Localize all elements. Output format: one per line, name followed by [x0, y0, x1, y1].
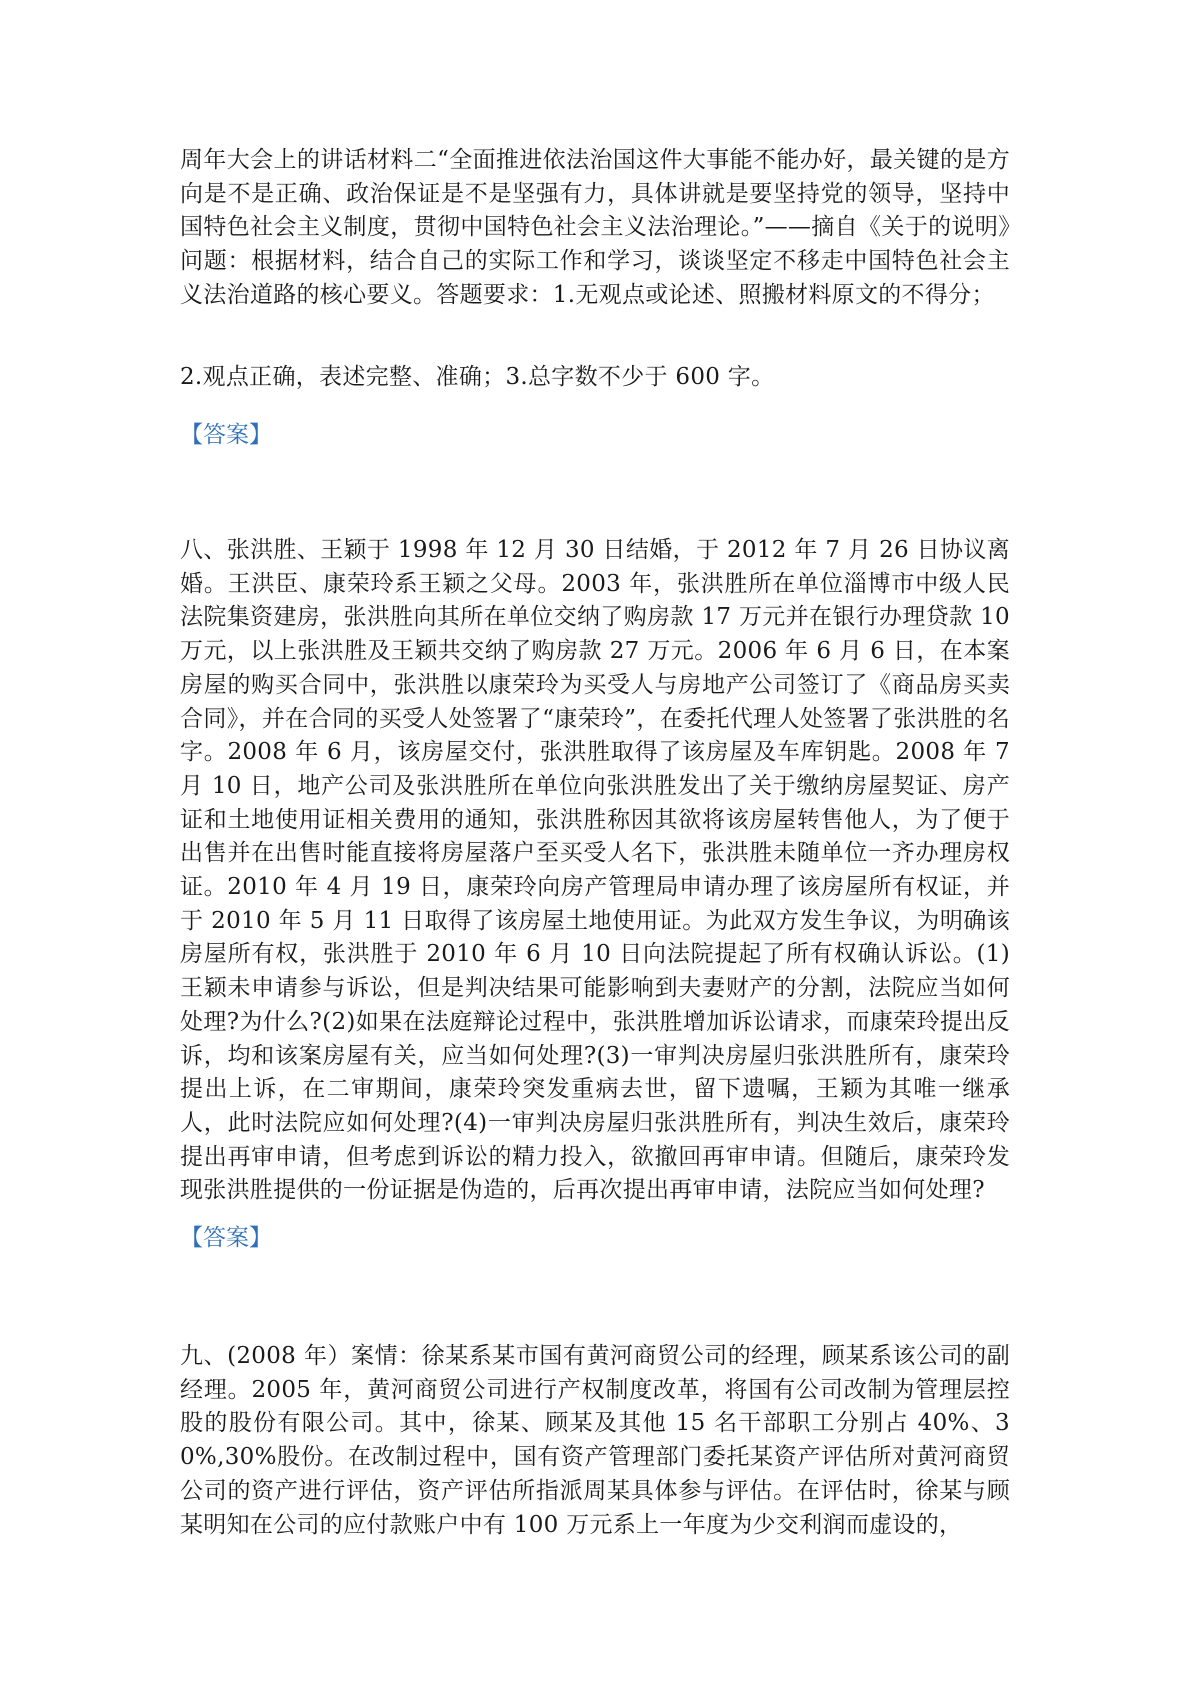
paragraph-question-8: 八、张洪胜、王颖于 1998 年 12 月 30 日结婚，于 2012 年 7 月 26 日协议离婚。王洪臣、康荣玲系王颖之父母。2003 年，张洪胜所在单位淄博市中级人民法院集资建房，张洪胜向其所在单位交纳了购房款 17 万元并在银行办理贷款 10 万元，以上张洪胜及王颖共交纳了购房款 27 万元。2006 年 6 月 6 日，在本案房屋的购买合同中，张洪胜以康荣玲为买受人与房地产公司签订了《商品房买卖合同》，并在合同的买受人处签署了“康荣玲”，在委托代理人处签署了张洪胜的名字。2008 年 6 月，该房屋交付，张洪胜取得了该房屋及车库钥匙。2008 年 7 月 10 日，地产公司及张洪胜所在单位向张洪胜发出了关于缴纳房屋契证、房产证和土地使用证相关费用的通知，张洪胜称因其欲将该房屋转售他人，为了便于出售并在出售时能直接将房屋落户至买受人名下，张洪胜未随单位一齐办理房权证。2010 年 4 月 19 日，康荣玲向房产管理局申请办理了该房屋所有权证，并于 2010 年 5 月 11 日取得了该房屋土地使用证。为此双方发生争议，为明确该房屋所有权，张洪胜于 2010 年 6 月 10 日向法院提起了所有权确认诉讼。(1)王颖未申请参与诉讼，但是判决结果可能影响到夫妻财产的分割，法院应当如何处理?为什么?(2)如果在法庭辩论过程中，张洪胜增加诉讼请求，而康荣玲提出反诉，均和该案房屋有关，应当如何处理?(3)一审判决房屋归张洪胜所有，康荣玲提出上诉，在二审期间，康荣玲突发重病去世，留下遗嘱，王颖为其唯一继承人，此时法院应如何处理?(4)一审判决房屋归张洪胜所有，判决生效后，康荣玲提出再审申请，但考虑到诉讼的精力投入，欲撤回再审申请。但随后，康荣玲发现张洪胜提供的一份证据是伪造的，后再次提出再审申请，法院应当如何处理? — [180, 537, 1010, 1204]
paragraph-essay-question: 周年大会上的讲话材料二“全面推进依法治国这件大事能不能办好，最关键的是方向是不是正确、政治保证是不是坚强有力，具体讲就是要坚持党的领导，坚持中国特色社会主义制度，贯彻中国特色社会主义法治理论。”——摘自《关于的说明》问题：根据材料，结合自己的实际工作和学习，谈谈坚定不移走中国特色社会主义法治道路的核心要义。答题要求：1.无观点或论述、照搬材料原文的不得分； — [180, 147, 1010, 308]
paragraph-essay-requirements: 2.观点正确，表述完整、准确；3.总字数不少于 600 字。 — [180, 364, 775, 390]
answer-label-2: 【答案】 — [180, 1225, 272, 1251]
paragraph-question-9: 九、(2008 年）案情：徐某系某市国有黄河商贸公司的经理，顾某系该公司的副经理。2005 年，黄河商贸公司进行产权制度改革，将国有公司改制为管理层控股的股份有限公司。其中，徐某、顾某及其他 15 名干部职工分别占 40%、30%,30%股份。在改制过程中，国有资产管理部门委托某资产评估所对黄河商贸公司的资产进行评估，资产评估所指派周某具体参与评估。在评估时，徐某与顾某明知在公司的应付款账户中有 100 万元系上一年度为少交利润而虚设的， — [180, 1343, 1010, 1538]
answer-label-1: 【答案】 — [180, 422, 272, 448]
